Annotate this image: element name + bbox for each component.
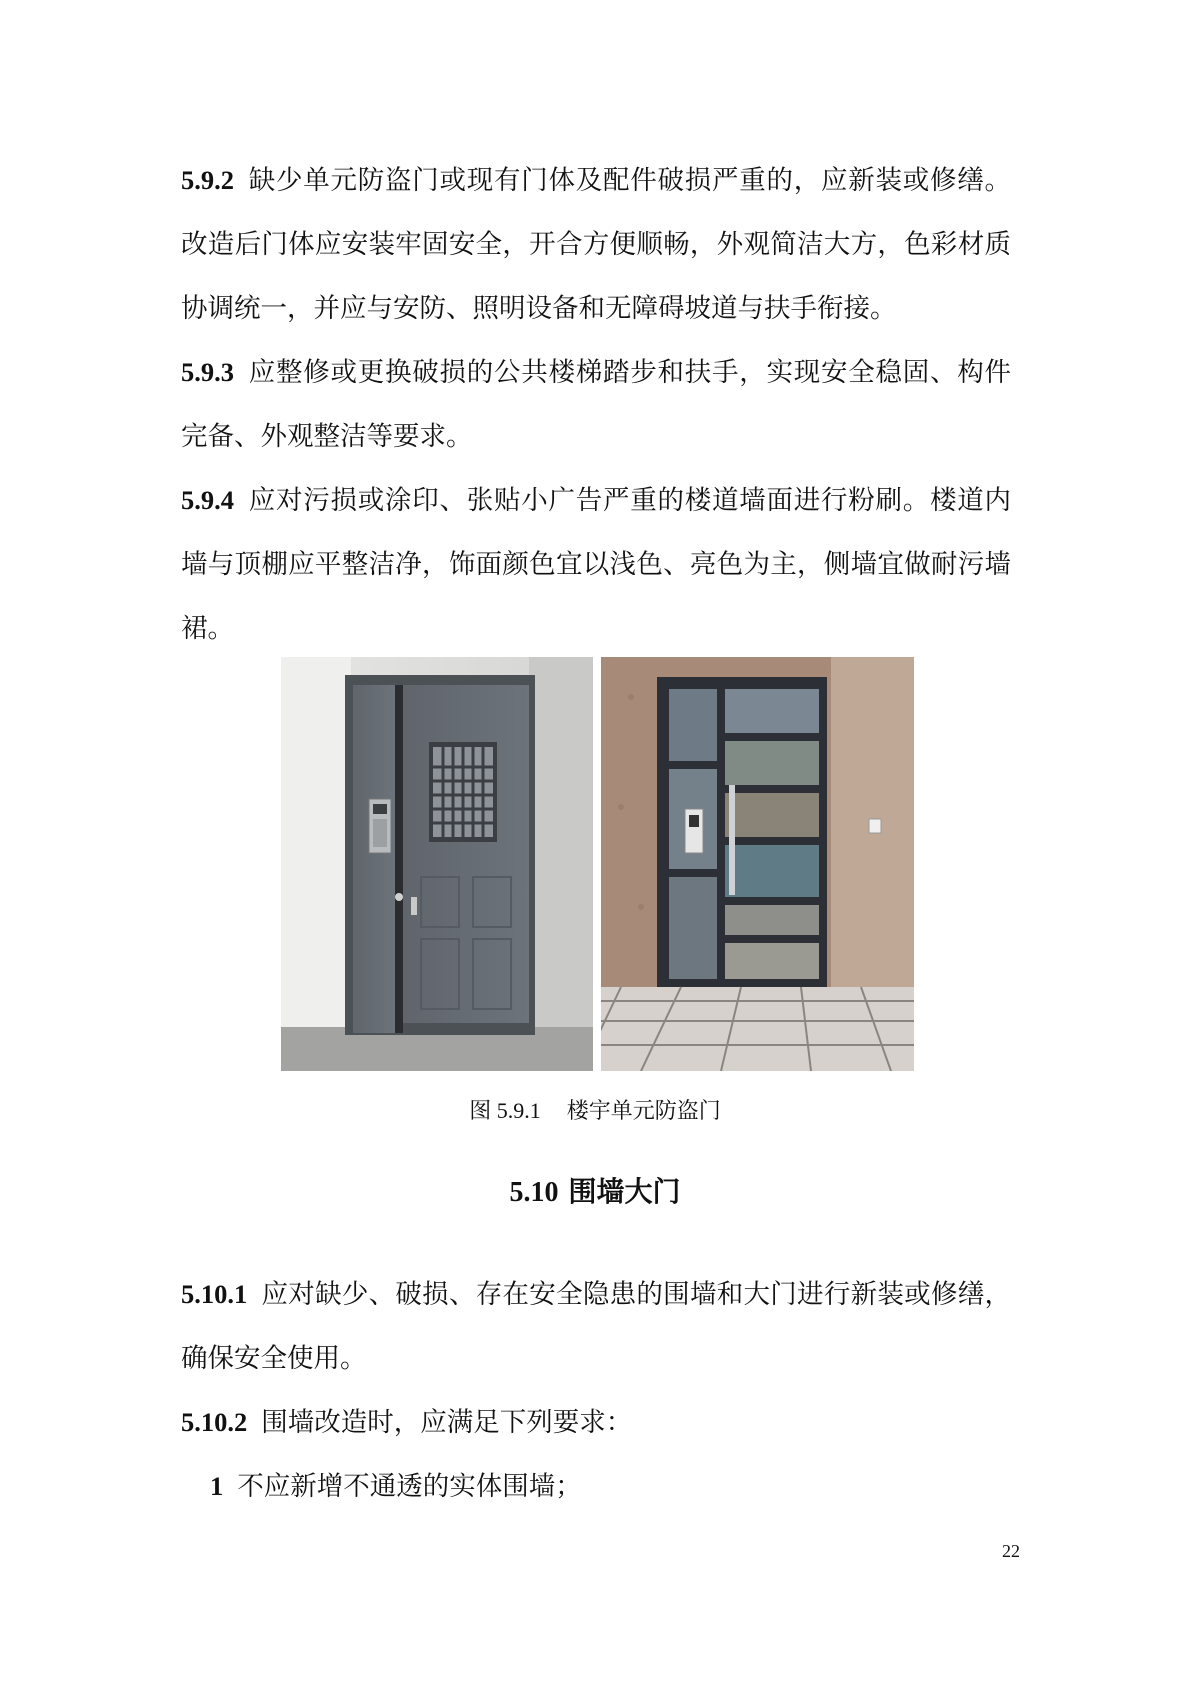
figure-number: 图 5.9.1 (469, 1098, 541, 1123)
clause-text: 应对污损或涂印、张贴小广告严重的楼道墙面进行粉刷。楼道内墙与顶棚应平整洁净，饰面颜色宜以浅色、亮色为主，侧墙宜做耐污墙裙。 (181, 485, 1011, 644)
clause-5-9-3 (181, 340, 1011, 469)
clause-5-9-4 (181, 468, 1011, 661)
clause-text: 应对缺少、破损、存在安全隐患的围墙和大门进行新装或修缮，确保安全使用。 (181, 1279, 1011, 1374)
clause-5-10-1 (181, 1262, 1011, 1391)
clause-number: 5.10.2 (181, 1407, 248, 1437)
photo-glass-unit-door (601, 657, 914, 1071)
figure-caption (0, 1096, 1190, 1127)
clause-number: 5.9.2 (181, 165, 234, 195)
clause-number: 5.9.4 (181, 485, 234, 515)
page-number: 22 (1002, 1541, 1020, 1561)
clause-number: 5.10.1 (181, 1279, 248, 1309)
list-item-number: 1 (210, 1471, 224, 1501)
clause-text: 围墙改造时，应满足下列要求： (261, 1407, 633, 1438)
section-title: 围墙大门 (568, 1175, 681, 1208)
clause-number: 5.9.3 (181, 357, 234, 387)
steel-door-illustration (281, 657, 593, 1071)
section-number: 5.10 (509, 1177, 559, 1208)
figure-title: 楼宇单元防盗门 (566, 1099, 721, 1124)
clause-text: 应整修或更换破损的公共楼梯踏步和扶手，实现安全稳固、构件完备、外观整洁等要求。 (181, 357, 1011, 452)
list-item-text: 不应新增不通透的实体围墙； (237, 1471, 582, 1502)
clause-5-10-2 (181, 1390, 1011, 1455)
glass-door-illustration (601, 657, 914, 1071)
list-item (210, 1454, 1010, 1519)
photo-steel-security-door (281, 657, 593, 1071)
section-heading (0, 1172, 1190, 1213)
clause-text: 缺少单元防盗门或现有门体及配件破损严重的，应新装或修缮。改造后门体应安装牢固安全，开合方便顺畅，外观简洁大方，色彩材质协调统一，并应与安防、照明设备和无障碍坡道与扶手衔接。 (181, 165, 1011, 324)
clause-5-9-2 (181, 148, 1011, 341)
